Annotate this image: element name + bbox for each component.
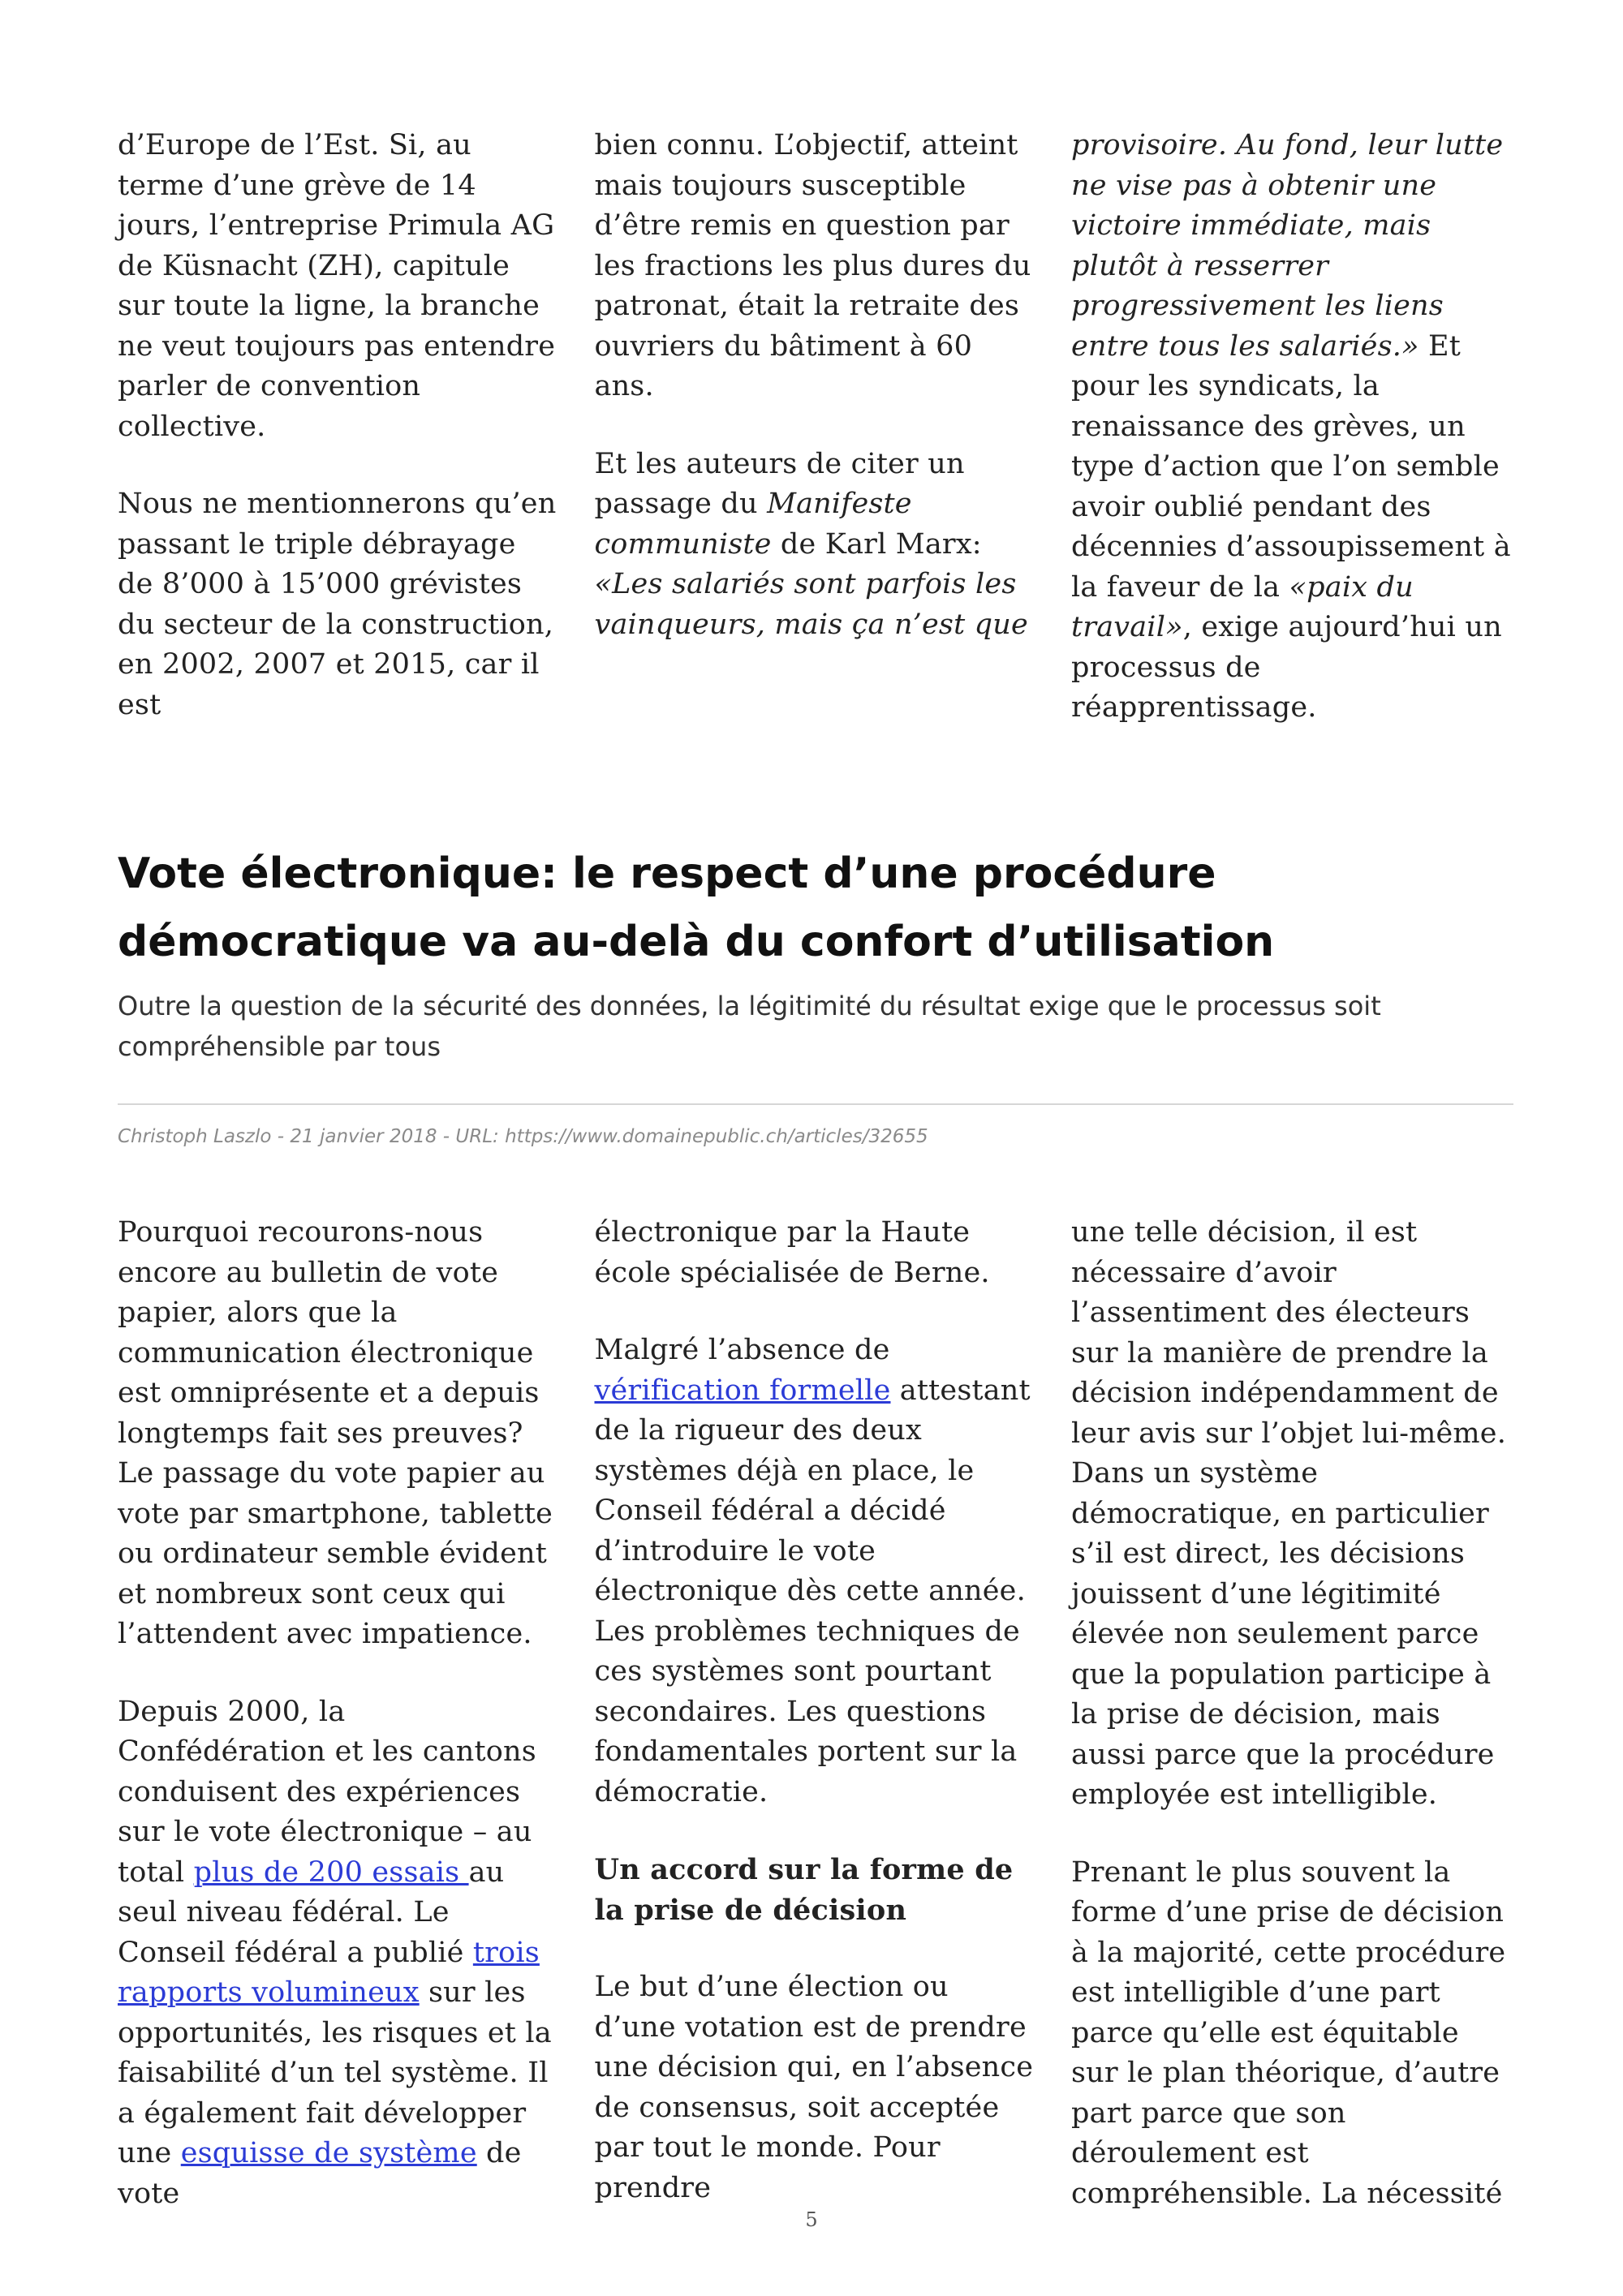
- link-rapports[interactable]: trois rapports volumineux: [118, 1936, 540, 2009]
- paragraph: Pourquoi recourons-nous encore au bulletin de vote papier, alors que la communication électronique est omniprésente et a depuis longtemps fait ses preuves? Le passage du vote papier au vote par smartphone, tablette ou ordinateur semble évident et nombreux sont ceux qui l’attendent avec impatience.: [118, 1216, 553, 1650]
- column-2: [595, 1213, 1037, 2214]
- text-span: sur les opportunités, les risques et la faisabilité d’un tel système. Il a également fait développer une: [118, 1976, 552, 2169]
- paragraph: [118, 1692, 560, 2215]
- link-verification[interactable]: vérification formelle: [594, 1374, 891, 1407]
- column-2: [595, 126, 1037, 729]
- text-span: , exige aujourd’hui un processus de réapprentissage.: [1071, 611, 1502, 724]
- quote: «Les salariés sont parfois les vainqueurs, mais ça n’est que: [594, 568, 1028, 641]
- paragraph: une telle décision, il est nécessaire d’avoir l’assentiment des électeurs sur la manière de prendre la décision indépendamment de leur avis sur l’objet lui-même. Dans un système démocratique, en particulier s’il est direct, les décisions jouissent d’une légitimité élevée non seulement parce que la population participe à la prise de décision, mais aussi parce que la procédure employée est intelligible.: [1071, 1216, 1507, 1811]
- page-number: 5: [805, 2208, 818, 2231]
- paragraph: [595, 1331, 1037, 1812]
- paragraph: bien connu. L’objectif, atteint mais toujours susceptible d’être remis en question par les fractions les plus dures du patronat, était la retraite des ouvriers du bâtiment à 60 ans.: [594, 129, 1031, 402]
- column-3: [1071, 126, 1513, 729]
- text-span: Malgré l’absence de: [594, 1334, 890, 1366]
- article-columns: [118, 1213, 1513, 2214]
- link-essais[interactable]: plus de 200 essais: [193, 1855, 469, 1889]
- column-1: [118, 1213, 560, 2214]
- quote: provisoire. Au fond, leur lutte ne vise pas à obtenir une victoire immédiate, mais plutôt à resserrer progressivement les liens entre tous les salariés.»: [1071, 129, 1504, 363]
- text-span: au seul niveau fédéral. Le Conseil fédéral a publié: [118, 1855, 505, 1969]
- column-3: [1071, 1213, 1513, 2214]
- text-span: attestant de la rigueur des deux systèmes déjà en place, le Conseil fédéral a décidé d’introduire le vote électronique dès cette année. Les problèmes techniques de ces systèmes sont pourtant secondaires. Les questions fondamentales portent sur la démocratie.: [594, 1374, 1031, 1808]
- paragraph: [595, 445, 1037, 646]
- article-title: Vote électronique: le respect d’une procédure démocratique va au-delà du confort d’utilisation: [118, 849, 1275, 966]
- paragraph: Nous ne mentionnerons qu’en passant le triple débrayage de 8’000 à 15’000 grévistes du secteur de la construction, en 2002, 2007 et 2015, car il est: [118, 488, 557, 721]
- text-span: Et pour les syndicats, la renaissance des grèves, un type d’action que l’on semble avoir oublié pendant des décennies d’assoupissement à la faveur de la: [1071, 329, 1511, 604]
- text-span: de Karl Marx:: [771, 527, 982, 561]
- article-subtitle: Outre la question de la sécurité des données, la légitimité du résultat exige que le processus soit compréhensible par tous: [118, 991, 1381, 1062]
- previous-article-columns: [118, 126, 1513, 729]
- text-span: Depuis 2000, la Confédération et les cantons conduisent des expériences sur le vote électronique – au total: [118, 1695, 536, 1889]
- quote: «paix du travail»: [1071, 570, 1414, 643]
- book-title: Manifeste communiste: [594, 488, 912, 561]
- article-meta: Christoph Laszlo - 21 janvier 2018 - URL: https://www.domainepublic.ch/articles/32655: [118, 1126, 928, 1147]
- link-esquisse[interactable]: esquisse de système: [180, 2137, 477, 2169]
- text-span: de vote: [118, 2137, 522, 2210]
- divider: [118, 1103, 1513, 1105]
- text-span: Et les auteurs de citer un passage du: [594, 447, 965, 520]
- paragraph: Le but d’une élection ou d’une votation est de prendre une décision qui, en l’absence de consensus, soit acceptée par tout le monde. Pour prendre: [594, 1971, 1034, 2204]
- section-heading: Un accord sur la forme de la prise de décision: [594, 1853, 1014, 1927]
- paragraph: Prenant le plus souvent la forme d’une prise de décision à la majorité, cette procédure est intelligible d’une part parce qu’elle est équitable sur le plan théorique, d’autre part parce que son déroulement est compréhensible. La nécessité: [1071, 1855, 1506, 2210]
- paragraph: électronique par la Haute école spécialisée de Berne.: [594, 1216, 990, 1289]
- column-1: [118, 126, 560, 729]
- paragraph: [1071, 126, 1513, 729]
- paragraph: d’Europe de l’Est. Si, au terme d’une grève de 14 jours, l’entreprise Primula AG de Küsnacht (ZH), capitule sur toute la ligne, la branche ne veut toujours pas entendre parler de convention collective.: [118, 129, 556, 443]
